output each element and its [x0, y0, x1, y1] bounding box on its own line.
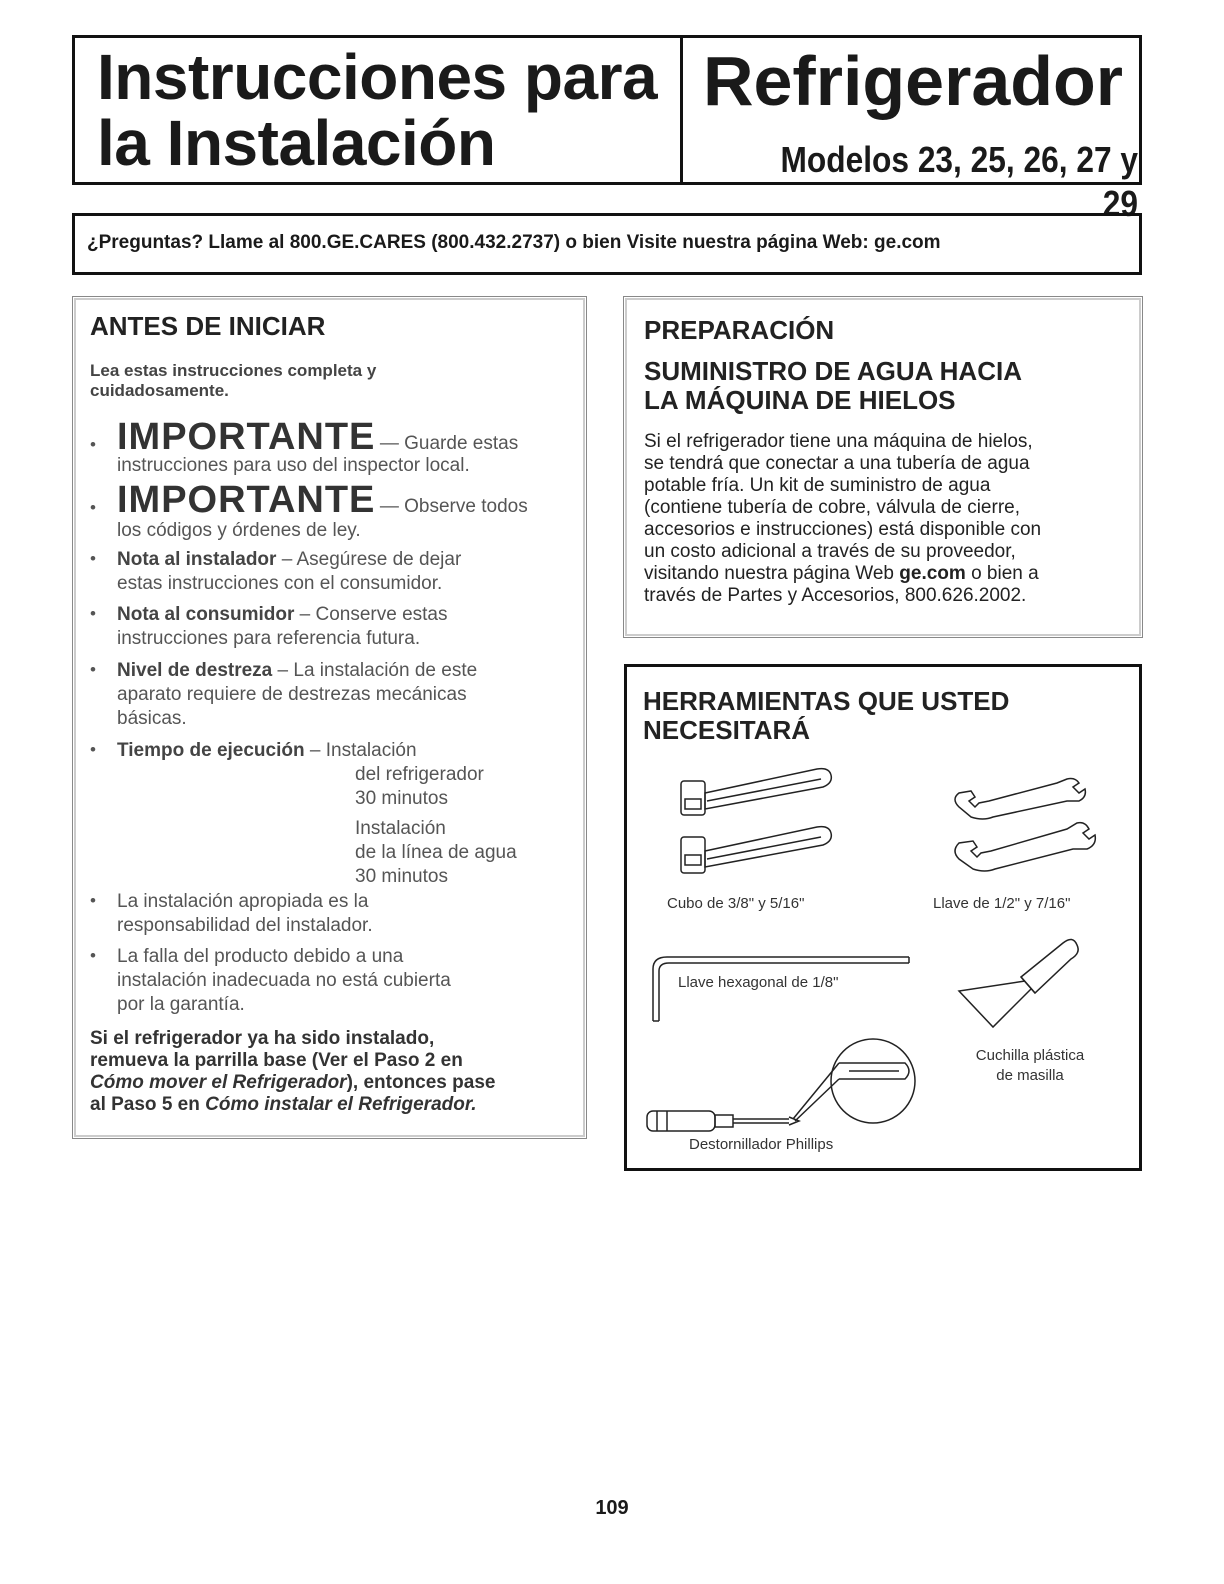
nota-consumidor-line2: instrucciones para referencia futura. — [117, 628, 421, 649]
final-note-italic: Cómo instalar el Refrigerador. — [205, 1094, 477, 1115]
prep-body-line: través de Partes y Accesorios, 800.626.2002. — [644, 585, 1027, 606]
bullet-icon: • — [90, 549, 96, 568]
page-number: 109 — [595, 1497, 629, 1519]
falla-producto — [117, 945, 451, 1017]
putty-caption-line: Cuchilla plástica — [975, 1047, 1085, 1064]
tools-title-line: NECESITARÁ — [643, 715, 811, 745]
putty-knife-icon — [955, 933, 1085, 1033]
destreza-label: Nivel de destreza — [117, 660, 273, 681]
bullet-icon: • — [90, 660, 96, 679]
tiempo-line: Instalación — [355, 818, 446, 839]
importante-1-line2: instrucciones para uso del inspector local. — [117, 455, 470, 476]
importante-word: IMPORTANTE — [117, 479, 376, 521]
prep-subtitle-line: LA MÁQUINA DE HIELOS — [644, 385, 956, 415]
model-numbers: Modelos 23, 25, 26, 27 y 29 — [780, 139, 1138, 224]
wrench-caption: Llave de 1/2" y 7/16" — [933, 895, 1071, 912]
tiempo-line: de la línea de agua — [355, 842, 517, 863]
final-note-line: remueva la parrilla base (Ver el Paso 2 en — [90, 1050, 463, 1071]
hex-key-caption: Llave hexagonal de 1/8" — [678, 974, 839, 991]
final-note-rest: ), entonces pase — [346, 1072, 496, 1093]
antes-title: ANTES DE INICIAR — [90, 311, 326, 341]
destreza-line3: básicas. — [117, 708, 187, 729]
importante-2-line2: los códigos y órdenes de ley. — [117, 520, 361, 541]
tools-title — [643, 687, 1009, 745]
destreza-text: – La instalación de este — [272, 660, 478, 681]
prep-body-line: accesorios e instrucciones) está disponible con — [644, 519, 1042, 540]
tiempo-line: 30 minutos — [355, 788, 448, 809]
final-note-italic: Cómo mover el Refrigerador — [90, 1072, 347, 1093]
importante-2 — [117, 479, 528, 522]
nota-consumidor-text: – Conserve estas — [294, 604, 448, 625]
tiempo-line: del refrigerador — [355, 764, 484, 785]
bullet-icon: • — [90, 435, 96, 454]
nota-instalador — [117, 548, 461, 596]
nivel-destreza — [117, 659, 477, 731]
falla-line: por la garantía. — [117, 994, 245, 1015]
prep-body-line: se tendrá que conectar a una tubería de agua — [644, 453, 1030, 474]
nota-consumidor — [117, 603, 448, 651]
nota-instalador-label: Nota al instalador — [117, 549, 277, 570]
instalacion-apropiada — [117, 890, 373, 938]
importante-word: IMPORTANTE — [117, 416, 376, 458]
tiempo-details — [355, 763, 517, 889]
falla-line: instalación inadecuada no está cubierta — [117, 970, 451, 991]
title-block — [72, 35, 1142, 224]
prep-title: PREPARACIÓN — [644, 315, 835, 345]
putty-caption — [955, 1046, 1105, 1086]
nota-instalador-text: – Asegúrese de dejar — [276, 549, 462, 570]
final-note-line — [90, 1072, 495, 1094]
lead-line: Lea estas instrucciones completa y — [90, 361, 377, 380]
final-note-line: Si el refrigerador ya ha sido instalado, — [90, 1028, 435, 1049]
final-note-start: al Paso 5 en — [90, 1094, 206, 1115]
destreza-line2: aparato requiere de destrezas mecánicas — [117, 684, 467, 705]
importante-1 — [117, 416, 518, 459]
socket-caption: Cubo de 3/8" y 5/16" — [667, 895, 805, 912]
bullet-icon: • — [90, 946, 96, 965]
importante-tail: — Observe todos — [379, 496, 528, 517]
bullet-icon: • — [90, 891, 96, 910]
contact-bar: ¿Preguntas? Llame al 800.GE.CARES (800.432.2737) o bien Visite nuestra página Web: ge.com — [72, 213, 1142, 275]
tiempo-label: Tiempo de ejecución — [117, 740, 305, 761]
socket-wrench-icon — [667, 759, 857, 889]
final-note — [90, 1028, 495, 1116]
prep-body-line: un costo adicional a través de su proveedor, — [644, 541, 1016, 562]
herramientas-panel — [624, 664, 1142, 1171]
document-title — [97, 41, 658, 179]
open-end-wrench-icon — [949, 777, 1099, 887]
phillips-screwdriver-icon — [643, 1033, 923, 1145]
prep-body-line: potable fría. Un kit de suministro de agua — [644, 475, 991, 496]
screwdriver-caption: Destornillador Phillips — [689, 1136, 834, 1153]
website-link: ge.com — [899, 563, 966, 584]
prep-body-line: (contiene tubería de cobre, válvula de cierre, — [644, 497, 1020, 518]
prep-body-line: Si el refrigerador tiene una máquina de hielos, — [644, 431, 1033, 452]
prep-text: visitando nuestra página Web — [644, 563, 900, 584]
prep-text: o bien a — [965, 563, 1039, 584]
final-note-line — [90, 1094, 495, 1116]
bullet-icon: • — [90, 740, 96, 759]
prep-body — [644, 431, 1041, 607]
bullet-icon: • — [90, 604, 96, 623]
tiempo-text: – Instalación — [304, 740, 417, 761]
importante-tail: — Guarde estas — [379, 433, 519, 454]
product-name: Refrigerador — [702, 42, 1124, 120]
title-line-2: la Instalación — [97, 107, 496, 179]
nota-consumidor-label: Nota al consumidor — [117, 604, 295, 625]
title-line-1: Instrucciones para — [97, 41, 658, 113]
putty-caption-line: de masilla — [996, 1067, 1064, 1084]
apropiada-line: responsabilidad del instalador. — [117, 915, 373, 936]
tools-title-line: HERRAMIENTAS QUE USTED — [643, 686, 1010, 716]
tiempo-ejecucion — [117, 739, 417, 763]
antes-lead — [90, 361, 376, 401]
prep-subtitle — [644, 357, 1022, 415]
prep-subtitle-line: SUMINISTRO DE AGUA HACIA — [644, 356, 1022, 386]
bullet-icon: • — [90, 498, 96, 517]
tiempo-line: 30 minutos — [355, 866, 448, 887]
apropiada-line: La instalación apropiada es la — [117, 891, 369, 912]
prep-body-line — [644, 563, 1041, 585]
preparacion-panel — [623, 296, 1143, 638]
lead-line: cuidadosamente. — [90, 381, 229, 400]
nota-instalador-line2: estas instrucciones con el consumidor. — [117, 573, 443, 594]
falla-line: La falla del producto debido a una — [117, 946, 404, 967]
antes-de-iniciar-panel — [72, 296, 587, 1139]
